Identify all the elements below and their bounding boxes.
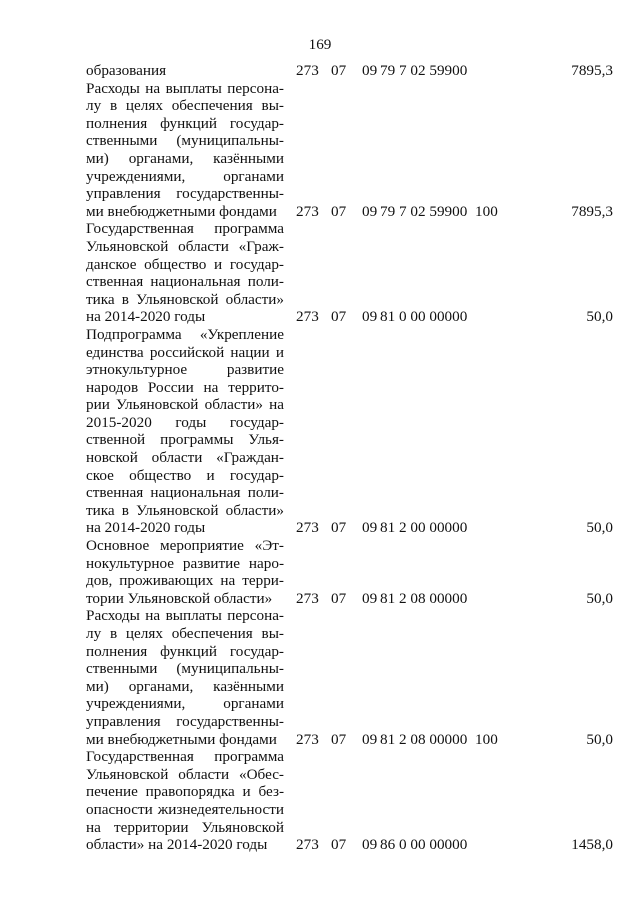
row-description [86,607,284,748]
description-line: новской области «Граждан- [86,449,284,467]
row-amount: 7895,3 [571,202,613,220]
description-line: образования [86,62,167,79]
description-line: управления государственны- [86,712,284,730]
description-line: тика в Ульяновской области» [86,501,284,519]
description-line: ми внебюджетными фондами [86,730,277,748]
budget-table [0,62,640,854]
description-line: учреждениями, органами [86,695,284,713]
description-line: учреждениями, органами [86,167,284,185]
code-ved: 273 [296,730,319,748]
code-csr: 86 0 00 00000 [380,836,468,854]
description-line: ственная национальная поли- [86,484,284,502]
table-row [0,220,640,326]
description-line: управления государственны- [86,185,284,203]
row-description [86,326,284,537]
description-line: 2015-2020 годы государ- [86,413,284,431]
row-description [86,80,284,221]
description-line: ственными (муниципальны- [86,132,284,150]
code-csr: 79 7 02 59900 [380,202,468,220]
page-number: 169 [308,36,332,53]
row-amount: 7895,3 [571,62,613,79]
description-line: на 2014-2020 годы [86,308,206,326]
code-pr: 09 [362,836,378,854]
table-row [0,80,640,221]
code-ved: 273 [296,519,319,537]
description-line: Ульяновской области «Обес- [86,765,284,783]
description-line: Государственная программа [86,748,284,766]
description-line: тика в Ульяновской области» [86,290,284,308]
description-line: полнения функций государ- [86,114,284,132]
description-line: ственными (муниципальны- [86,660,284,678]
row-description [86,62,284,80]
code-rz: 07 [331,836,347,854]
row-amount: 50,0 [586,519,613,537]
code-csr: 81 0 00 00000 [380,308,468,326]
table-row [0,326,640,537]
code-pr: 09 [362,62,378,79]
description-line: ственная национальная поли- [86,273,284,291]
description-line: на 2014-2020 годы [86,519,206,537]
row-amount: 50,0 [586,308,613,326]
description-line: ми) органами, казёнными [86,149,284,167]
code-vr: 100 [475,202,498,220]
code-rz: 07 [331,62,347,79]
code-ved: 273 [296,308,319,326]
description-line: народов России на террито- [86,378,284,396]
description-line: области» на 2014-2020 годы [86,836,268,854]
description-line: опасности жизнедеятельности [86,800,284,818]
description-line: ское общество и государ- [86,466,284,484]
description-line: дов, проживающих на терри- [86,572,284,590]
table-row [0,537,640,607]
code-csr: 81 2 00 00000 [380,519,468,537]
code-pr: 09 [362,519,378,537]
description-line: ми внебюджетными фондами [86,202,277,220]
code-pr: 09 [362,589,378,607]
code-csr: 81 2 08 00000 [380,730,468,748]
code-ved: 273 [296,836,319,854]
row-amount: 50,0 [586,730,613,748]
description-line: печение правопорядка и без- [86,783,284,801]
code-csr: 79 7 02 59900 [380,62,468,79]
description-line: ми) органами, казёнными [86,677,284,695]
row-description [86,537,284,607]
description-line: Подпрограмма «Укрепление [86,325,284,343]
code-rz: 07 [331,308,347,326]
description-line: рии Ульяновской области» на [86,396,284,414]
code-ved: 273 [296,62,319,79]
description-line: лу в целях обеспечения вы- [86,625,284,642]
description-line: ственной программы Улья- [86,431,284,449]
code-vr: 100 [475,730,498,748]
code-rz: 07 [331,730,347,748]
row-description [86,220,284,326]
row-description [86,748,284,854]
row-amount: 1458,0 [571,836,613,854]
description-line: лу в целях обеспечения вы- [86,97,284,115]
code-rz: 07 [331,202,347,220]
description-line: этнокультурное развитие [86,361,284,379]
description-line: Расходы на выплаты персона- [86,79,284,97]
row-amount: 50,0 [586,589,613,607]
description-line: данское общество и государ- [86,255,284,273]
code-pr: 09 [362,202,378,220]
description-line: нокультурное развитие наро- [86,554,284,572]
code-csr: 81 2 08 00000 [380,589,468,607]
description-line: единства российской нации и [86,343,284,361]
description-line: на территории Ульяновской [86,818,284,836]
description-line: Ульяновской области «Граж- [86,237,284,255]
code-ved: 273 [296,202,319,220]
table-row [0,62,640,80]
description-line: полнения функций государ- [86,642,284,660]
code-pr: 09 [362,308,378,326]
code-ved: 273 [296,589,319,607]
code-rz: 07 [331,589,347,607]
table-row [0,748,640,854]
description-line: тории Ульяновской области» [86,589,273,607]
description-line: Расходы на выплаты персона- [86,607,284,625]
description-line: Государственная программа [86,220,284,238]
description-line: Основное мероприятие «Эт- [86,537,284,555]
table-row [0,607,640,748]
code-pr: 09 [362,730,378,748]
code-rz: 07 [331,519,347,537]
